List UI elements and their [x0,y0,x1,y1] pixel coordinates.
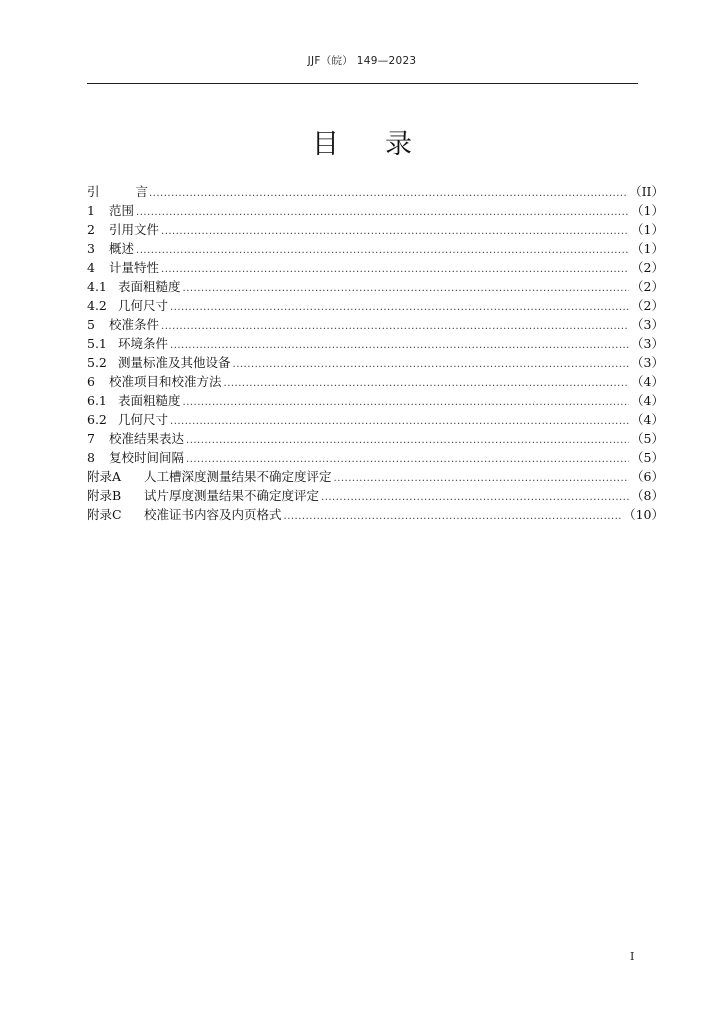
toc-entry-number: 5.1 [87,336,107,351]
toc-entry-page: （3） [631,355,664,370]
toc-entry-number: 3 [87,241,95,256]
toc-dot-leader [186,431,629,450]
toc-entry-page: （1） [631,241,664,256]
toc-entry-appendix[interactable] [87,467,664,486]
toc-entry[interactable] [87,201,664,220]
toc-entry[interactable] [87,391,664,410]
toc-entry-label: 测量标准及其他设备 [118,355,231,370]
toc-entry[interactable] [87,429,664,448]
toc-entry[interactable] [87,372,664,391]
toc-dot-leader [224,374,630,393]
toc-entry[interactable] [87,296,664,315]
toc-dot-leader [183,279,630,298]
page-number: I [630,950,635,963]
toc-entry[interactable] [87,220,664,239]
running-header: JJF（皖） 149—2023 [307,55,417,67]
toc-entry-page: （1） [631,222,664,237]
toc-entry-page: （2） [631,298,664,313]
toc-dot-leader [170,298,629,317]
toc-dot-leader [161,222,629,241]
toc-entry-page: （6） [631,469,664,484]
toc-entry-page: （4） [631,374,664,389]
toc-entry-appendix[interactable] [87,486,664,505]
toc-entry-label: 校准证书内容及内页格式 [144,507,282,522]
toc-entry-page: （3） [631,336,664,351]
toc-dot-leader [136,241,629,260]
toc-entry-page: （8） [631,488,664,503]
header-rule [87,83,638,84]
toc-entry-page: （5） [631,431,664,446]
toc-entry-intro[interactable] [87,182,664,201]
toc-dot-leader [334,469,630,488]
toc-entry-page: （2） [631,279,664,294]
toc-entry-number: 2 [87,222,95,237]
toc-dot-leader [321,488,629,507]
toc-dot-leader [170,336,629,355]
toc-entry-label: 复校时间间隔 [109,450,185,465]
toc-entry-page: （10） [623,507,664,522]
toc-entry-number: 7 [87,431,95,446]
toc-entry-page: （1） [631,203,664,218]
toc-entry-label: 校准项目和校准方法 [109,374,222,389]
toc-entry-number: 附录A [87,469,122,484]
toc-entry-number: 8 [87,450,95,465]
toc-entry[interactable] [87,315,664,334]
toc-entry-number: 6 [87,374,95,389]
toc-dot-leader [233,355,630,374]
toc-entry-label: 概述 [109,241,135,256]
toc-dot-leader [170,412,629,431]
toc-entry[interactable] [87,239,664,258]
toc-dot-leader [161,260,629,279]
toc-entry-page: （4） [631,393,664,408]
toc-entry-number: 1 [87,203,95,218]
toc-entry-label: 几何尺寸 [118,412,169,427]
toc-entry-number: 5 [87,317,95,332]
toc-entry[interactable] [87,410,664,429]
toc-entry[interactable] [87,353,664,372]
toc-dot-leader [183,393,630,412]
toc-entry-number: 4.2 [87,298,107,313]
toc-entry-label: 引用文件 [109,222,160,237]
toc-entry-label: 环境条件 [118,336,169,351]
toc-entry-number: 附录B [87,488,122,503]
toc-dot-leader [136,203,629,222]
page-title: 目录 [312,129,458,160]
toc-entry-number: 引 言 [87,184,149,199]
toc-entry[interactable] [87,448,664,467]
toc-entry[interactable] [87,277,664,296]
toc-entry-label: 校准结果表达 [109,431,185,446]
toc-entry-label: 人工槽深度测量结果不确定度评定 [144,469,332,484]
toc-entry-number: 6.2 [87,412,107,427]
toc-entry-page: （4） [631,412,664,427]
toc-entry-number: 4.1 [87,279,107,294]
toc-dot-leader [284,507,622,526]
toc-entry-label: 试片厚度测量结果不确定度评定 [144,488,320,503]
toc-entry-appendix[interactable] [87,505,664,524]
toc-entry[interactable] [87,334,664,353]
toc-entry-page: （3） [631,317,664,332]
toc-entry-page: （II） [629,184,664,199]
toc-entry-label: 校准条件 [109,317,160,332]
toc-entry-label: 表面粗糙度 [118,279,181,294]
toc-entry[interactable] [87,258,664,277]
toc-entry-label: 范围 [109,203,135,218]
toc-entry-label: 计量特性 [109,260,160,275]
toc-dot-leader [161,317,629,336]
toc-entry-label: 表面粗糙度 [118,393,181,408]
table-of-contents [87,182,664,524]
toc-dot-leader [149,184,627,203]
toc-entry-number: 4 [87,260,95,275]
toc-entry-page: （5） [631,450,664,465]
toc-entry-number: 5.2 [87,355,107,370]
toc-entry-number: 6.1 [87,393,107,408]
toc-entry-page: （2） [631,260,664,275]
toc-entry-number: 附录C [87,507,122,522]
toc-entry-label: 几何尺寸 [118,298,169,313]
